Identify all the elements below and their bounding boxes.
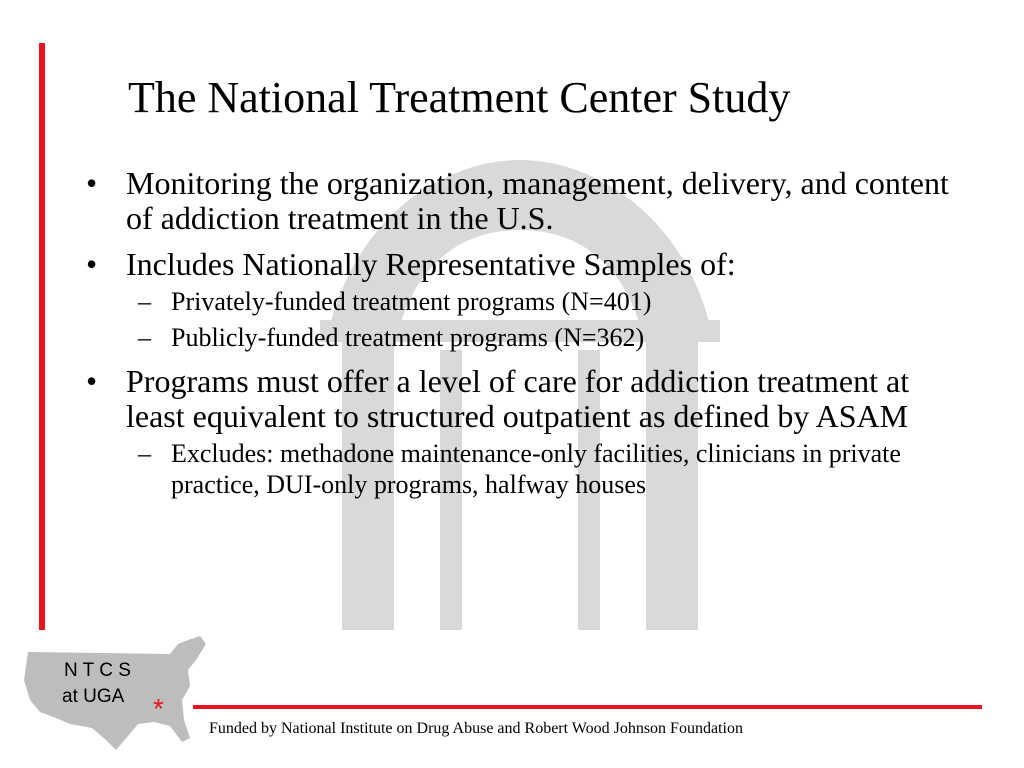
bullet-marker: • — [86, 246, 98, 282]
logo-asterisk: * — [153, 693, 164, 724]
sub-bullet-marker: – — [138, 287, 151, 316]
bullet-marker: • — [86, 165, 98, 201]
slide-title: The National Treatment Center Study — [128, 73, 791, 122]
logo-line-2: at UGA — [62, 686, 125, 707]
sub-bullet-text: Privately-funded treatment programs (N=401) — [171, 287, 652, 316]
bullet-item — [86, 166, 966, 236]
bullet-marker: • — [86, 363, 98, 399]
footer-rule — [193, 705, 982, 709]
footer-credit: Funded by National Institute on Drug Abuse and Robert Wood Johnson Foundation — [209, 720, 743, 737]
ntcs-logo — [20, 630, 210, 760]
sub-bullet-item — [86, 286, 966, 317]
sub-bullet-marker: – — [138, 439, 151, 468]
bullet-text: Monitoring the organization, management, delivery, and content of addiction treatment in the U.S. — [126, 165, 949, 236]
bullet-text: Programs must offer a level of care for addiction treatment at least equivalent to structured outpatient as defined by ASAM — [126, 363, 910, 434]
bullet-text: Includes Nationally Representative Samples of: — [126, 246, 736, 282]
bullet-list — [86, 166, 966, 500]
logo-line-1: N T C S — [64, 660, 131, 681]
bullet-item — [86, 364, 966, 434]
sub-bullet-item — [86, 438, 966, 500]
sub-bullet-text: Publicly-funded treatment programs (N=362) — [171, 323, 645, 352]
sub-bullet-text: Excludes: methadone maintenance-only facilities, clinicians in private practice, DUI-only programs, halfway houses — [171, 439, 901, 499]
left-accent-bar — [39, 43, 45, 630]
sub-bullet-item — [86, 322, 966, 353]
bullet-item — [86, 247, 966, 282]
sub-bullet-marker: – — [138, 323, 151, 352]
